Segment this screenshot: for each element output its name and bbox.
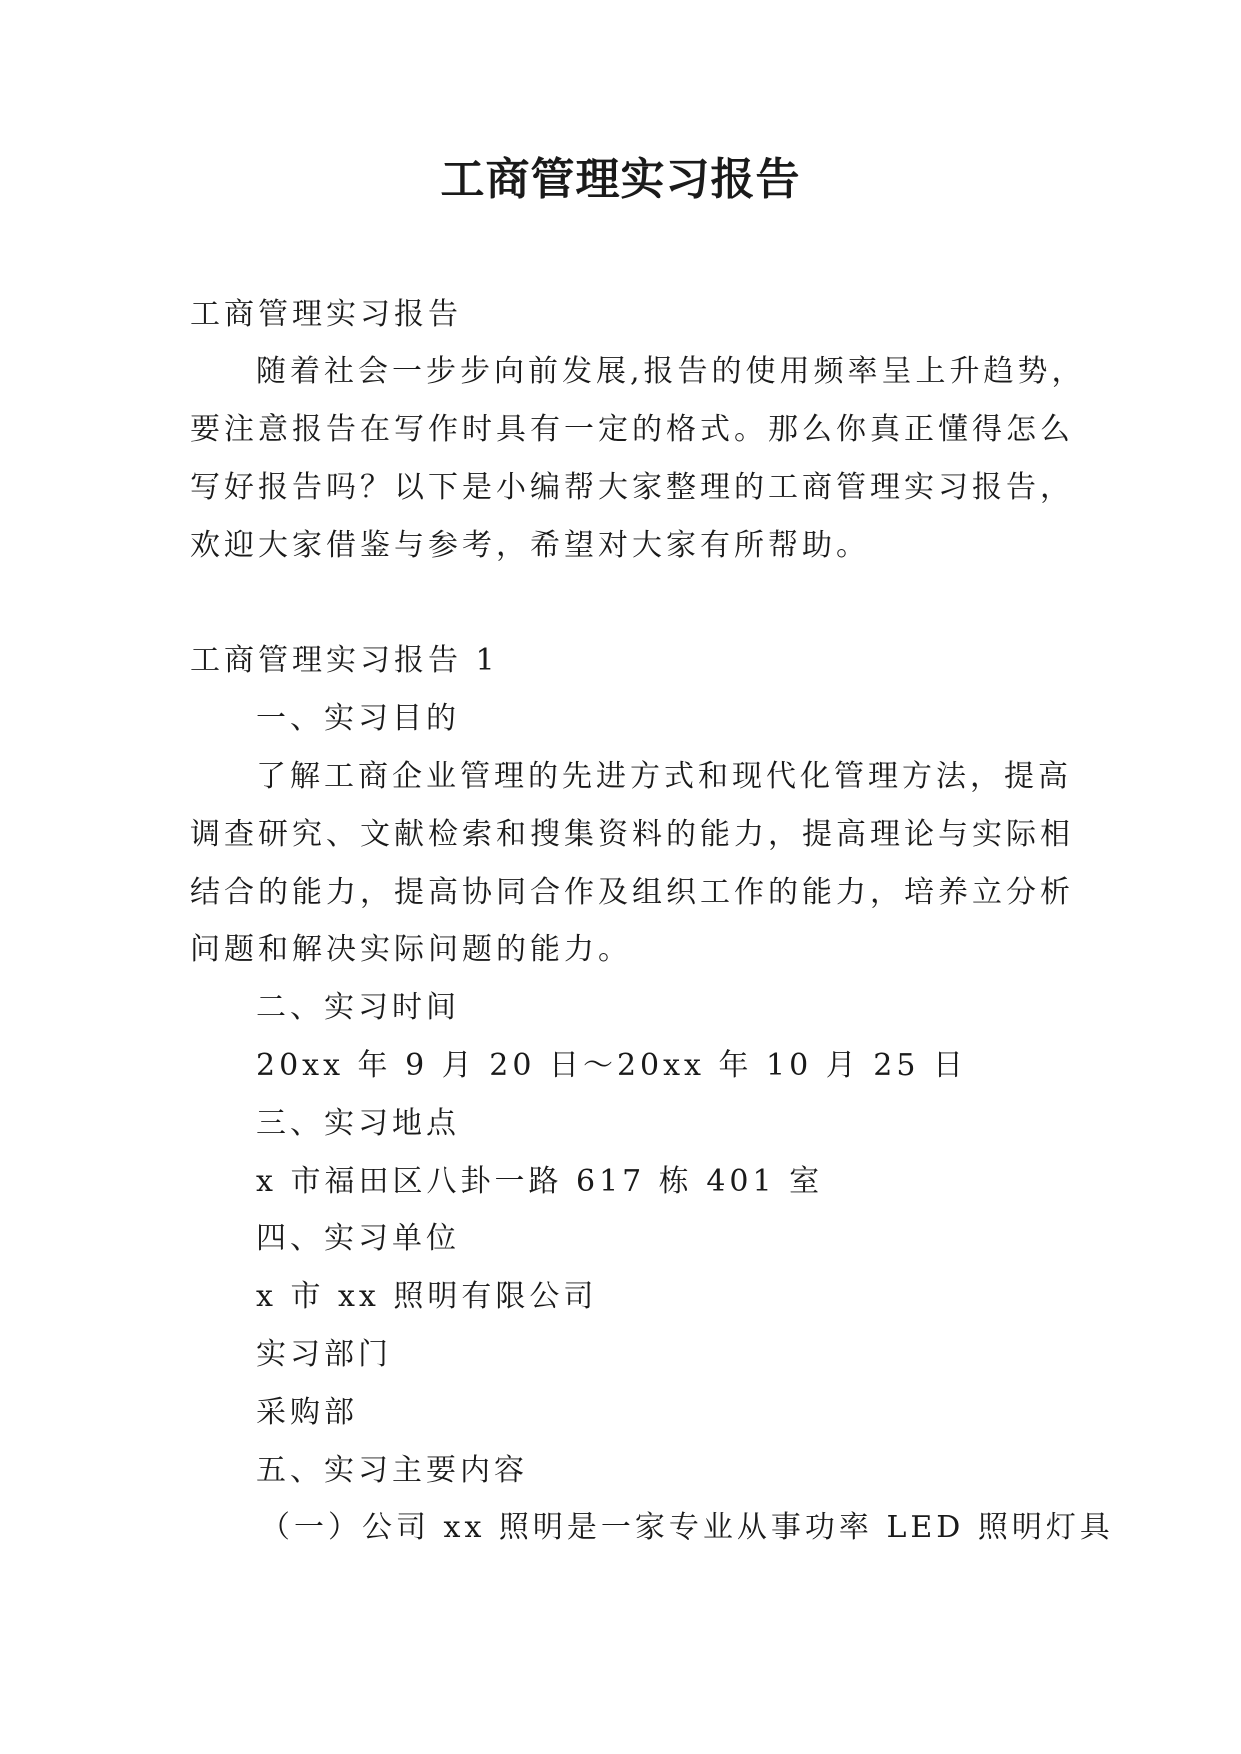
section-1-line-1: 了解工商企业管理的先进方式和现代化管理方法，提高 [256,759,1072,794]
intro-line-1: 随着社会一步步向前发展,报告的使用频率呈上升趋势， [256,354,1086,389]
intro-line-3: 写好报告吗？以下是小编帮大家整理的工商管理实习报告， [190,470,1074,505]
section-2-title: 二、实习时间 [256,990,460,1025]
intro-line-4: 欢迎大家借鉴与参考，希望对大家有所帮助。 [190,528,870,563]
report-1-heading: 工商管理实习报告 1 [190,643,499,678]
section-3-title: 三、实习地点 [256,1106,460,1141]
department-label: 实习部门 [256,1337,392,1372]
section-5-line-1: （一）公司 xx 照明是一家专业从事功率 LED 照明灯具 [260,1510,1114,1545]
section-2-value: 20xx 年 9 月 20 日～20xx 年 10 月 25 日 [256,1048,967,1083]
main-heading: 工商管理实习报告 [190,297,462,332]
department-value: 采购部 [256,1395,358,1430]
intro-line-2: 要注意报告在写作时具有一定的格式。那么你真正懂得怎么 [190,412,1074,447]
section-4-title: 四、实习单位 [256,1221,460,1256]
section-4-value: x 市 xx 照明有限公司 [256,1279,598,1314]
section-3-value: x 市福田区八卦一路 617 栋 401 室 [256,1164,824,1199]
section-5-title: 五、实习主要内容 [256,1453,528,1488]
section-1-line-3: 结合的能力，提高协同合作及组织工作的能力，培养立分析 [190,875,1074,910]
section-1-line-2: 调查研究、文献检索和搜集资料的能力，提高理论与实际相 [190,817,1074,852]
document-title: 工商管理实习报告 [440,154,801,205]
section-1-title: 一、实习目的 [256,701,460,736]
section-1-line-4: 问题和解决实际问题的能力。 [190,932,632,967]
